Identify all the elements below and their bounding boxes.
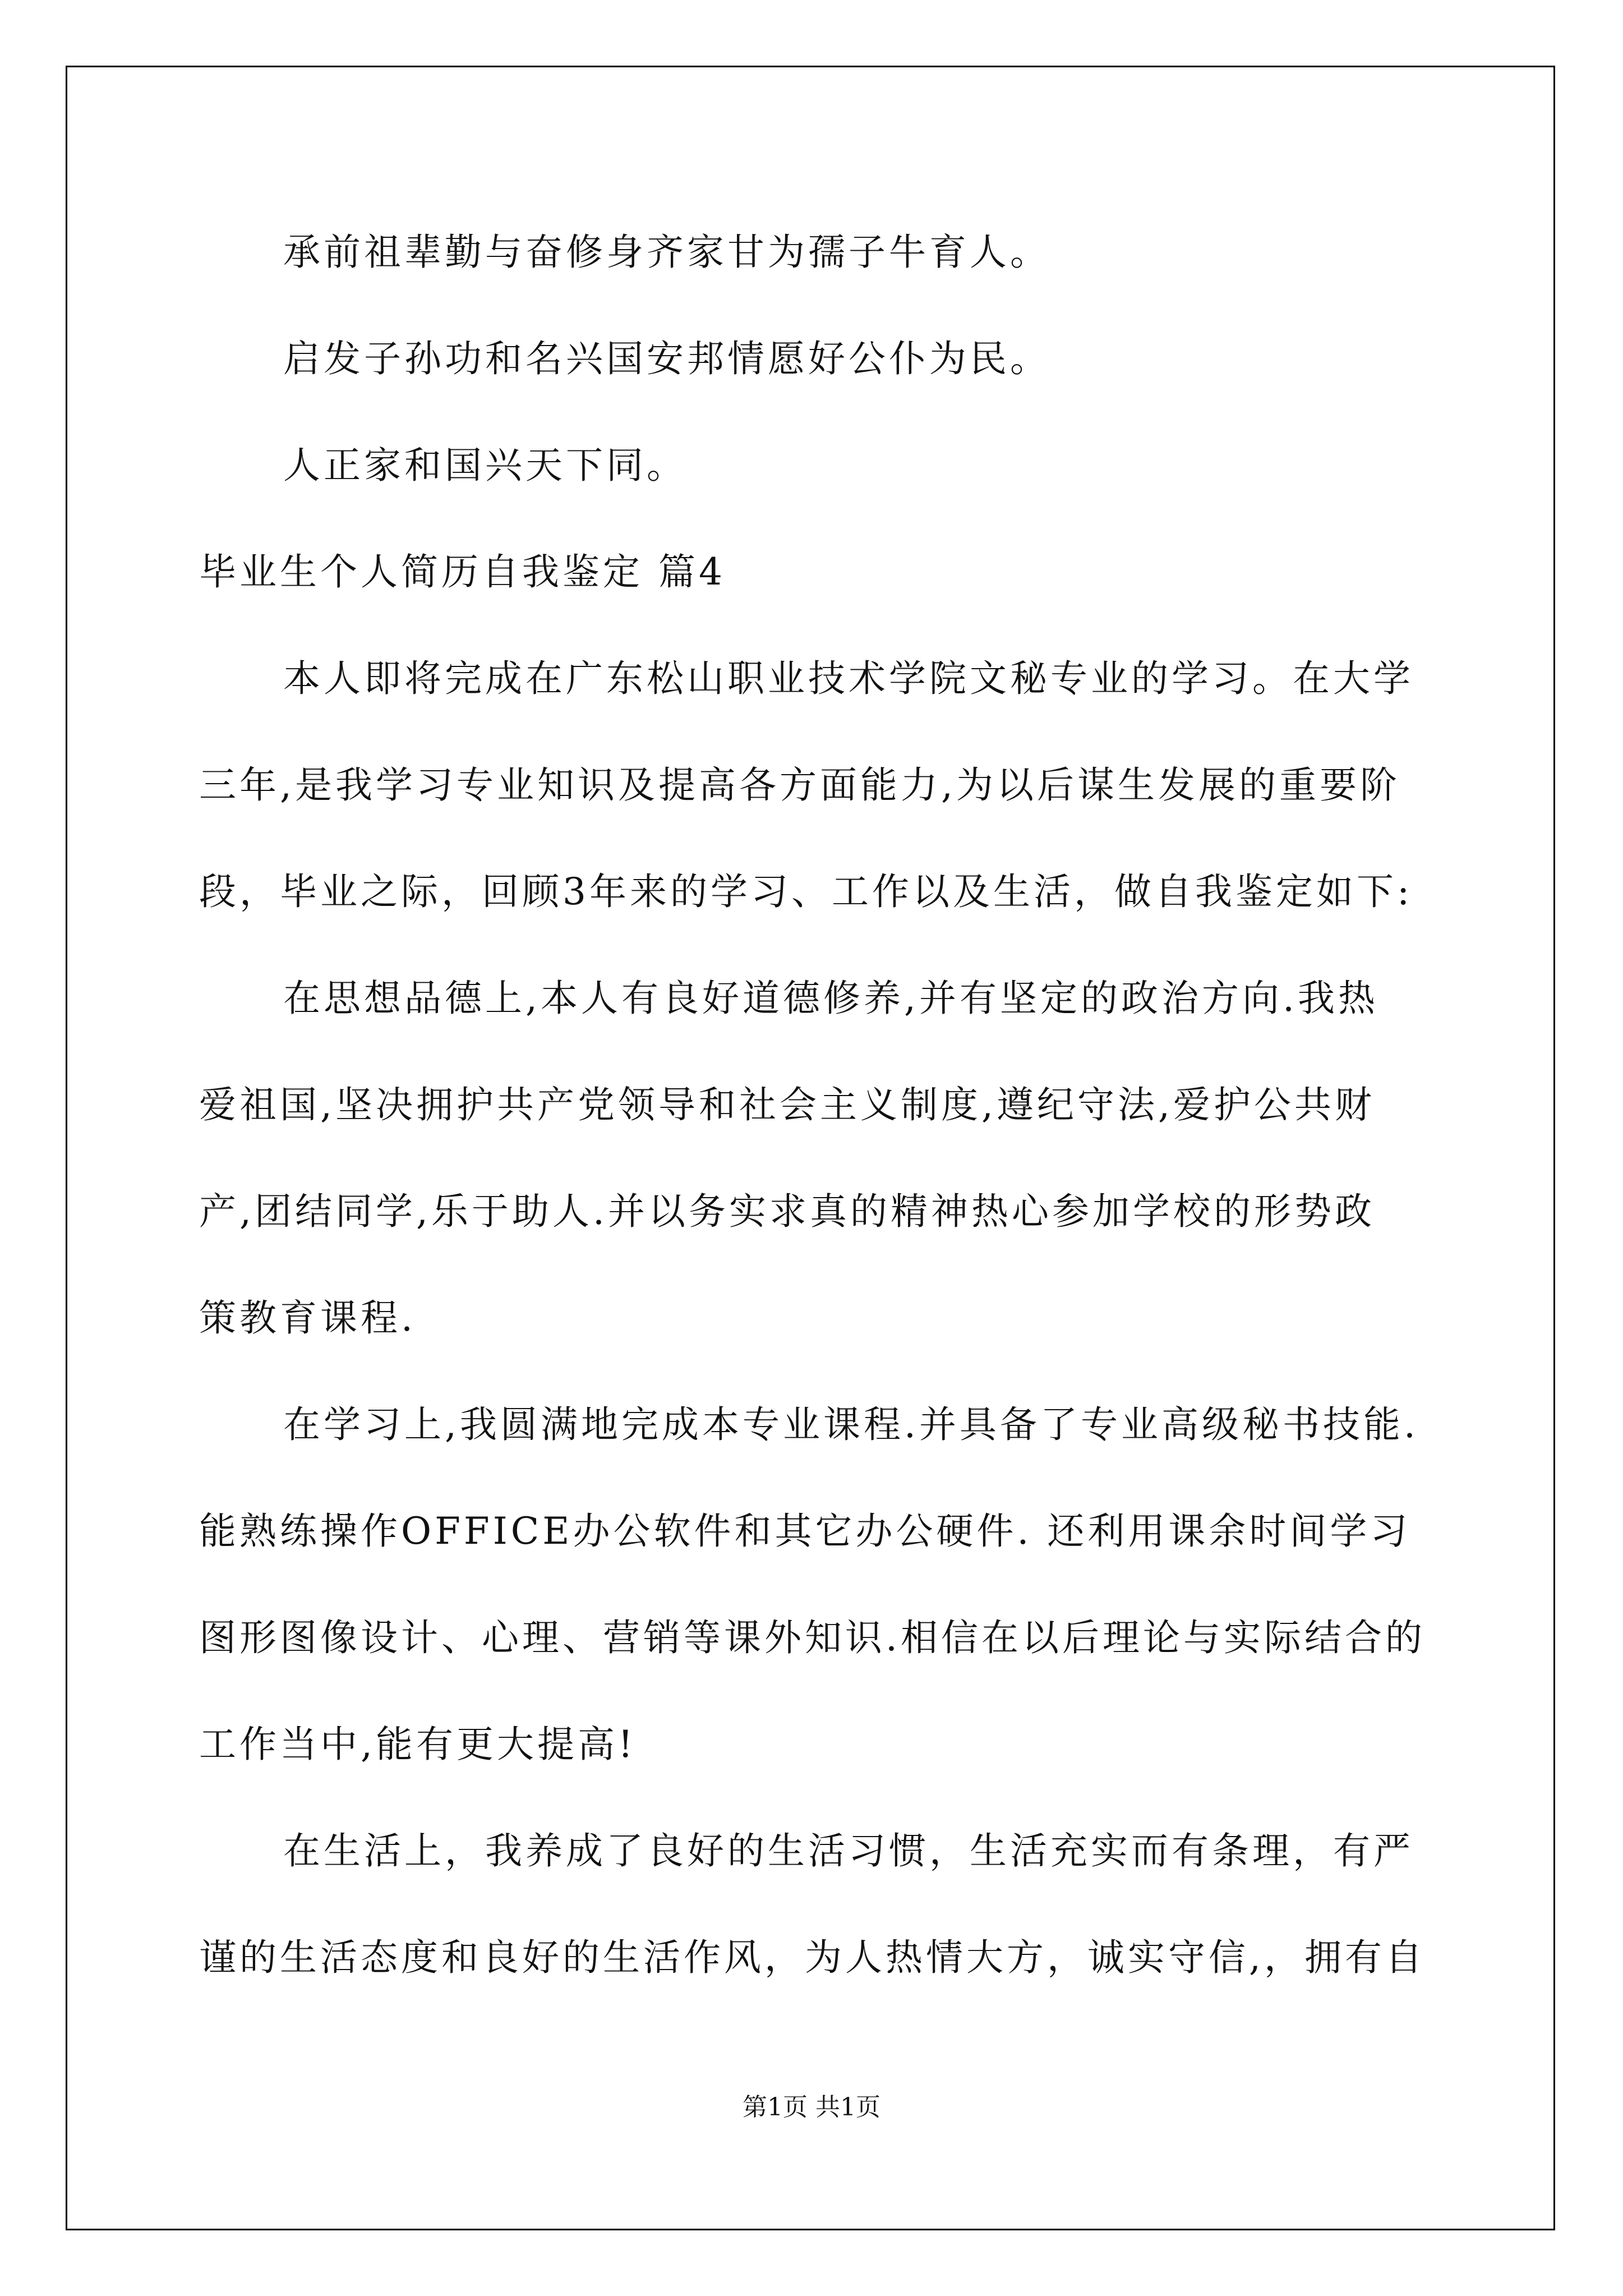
paragraph-line: 承前祖辈勤与奋修身齐家甘为孺子牛育人。 — [283, 231, 1050, 274]
paragraph-line: 在学习上,我圆满地完成本专业课程.并具备了专业高级秘书技能. — [283, 1403, 1419, 1446]
paragraph-line: 三年,是我学习专业知识及提高各方面能力,为以后谋生发展的重要阶 — [199, 763, 1400, 807]
paragraph-line: 爱祖国,坚决拥护共产党领导和社会主义制度,遵纪守法,爱护公共财 — [199, 1083, 1375, 1126]
paragraph-line: 在思想品德上,本人有良好道德修养,并有坚定的政治方向.我热 — [283, 977, 1378, 1020]
paragraph-line: 本人即将完成在广东松山职业技术学院文秘专业的学习。在大学 — [283, 657, 1414, 700]
paragraph-line: 启发子孙功和名兴国安邦情愿好公仆为民。 — [283, 337, 1050, 380]
section-heading: 毕业生个人简历自我鉴定 篇4 — [199, 550, 726, 593]
paragraph-line: 策教育课程. — [199, 1296, 416, 1340]
paragraph-line: 谨的生活态度和良好的生活作风，为人热情大方，诚实守信,，拥有自 — [199, 1936, 1426, 1979]
paragraph-line: 图形图像设计、心理、营销等课外知识.相信在以后理论与实际结合的 — [199, 1616, 1426, 1659]
page-border — [66, 66, 1555, 2230]
paragraph-line: 工作当中,能有更大提高! — [199, 1723, 637, 1766]
page-footer: 第1页 共1页 — [743, 2093, 880, 2122]
paragraph-line: 产,团结同学,乐于助人.并以务实求真的精神热心参加学校的形势政 — [199, 1190, 1375, 1233]
paragraph-line: 段，毕业之际，回顾3年来的学习、工作以及生活，做自我鉴定如下: — [199, 870, 1413, 913]
paragraph-line: 能熟练操作OFFICE办公软件和其它办公硬件. 还利用课余时间学习 — [199, 1510, 1411, 1553]
paragraph-line: 人正家和国兴天下同。 — [283, 444, 687, 487]
paragraph-line: 在生活上，我养成了良好的生活习惯，生活充实而有条理，有严 — [283, 1829, 1414, 1872]
